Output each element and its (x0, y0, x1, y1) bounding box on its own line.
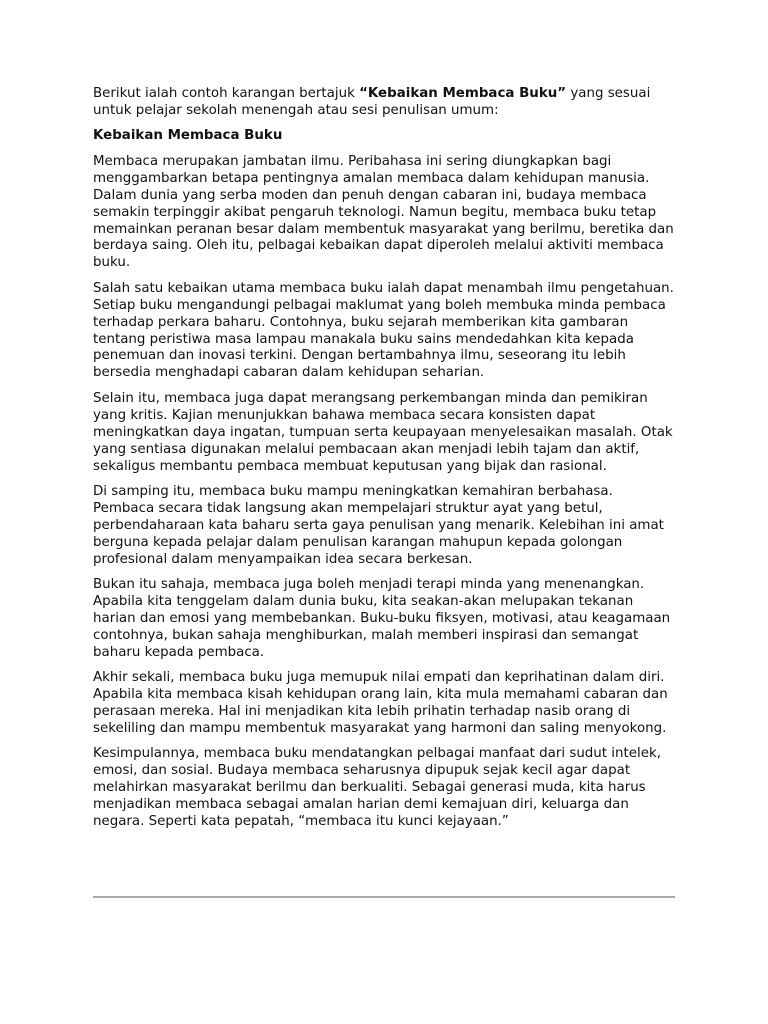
horizontal-divider (93, 896, 675, 898)
essay-paragraph-1: Membaca merupakan jambatan ilmu. Peribahasa ini sering diungkapkan bagi menggambarkan betapa pentingnya amalan membaca dalam kehidupan manusia. Dalam dunia yang serba moden dan penuh dengan cabaran ini, budaya membaca semakin terpinggir akibat pengaruh teknologi. Namun begitu, membaca buku tetap memainkan peranan besar dalam membentuk masyarakat yang berilmu, beretika dan berdaya saing. Oleh itu, pelbagai kebaikan dapat diperoleh melalui aktiviti membaca buku. (93, 153, 674, 271)
essay-paragraph-2: Salah satu kebaikan utama membaca buku ialah dapat menambah ilmu pengetahuan. Setiap buku mengandungi pelbagai maklumat yang boleh membuka minda pembaca terhadap perkara baharu. Contohnya, buku sejarah memberikan kita gambaran tentang peristiwa masa lampau manakala buku sains mendedahkan kita kepada penemuan dan inovasi terkini. Dengan bertambahnya ilmu, seseorang itu lebih bersedia menghadapi cabaran dalam kehidupan seharian. (93, 280, 674, 381)
essay-paragraph-6: Akhir sekali, membaca buku juga memupuk nilai empati dan keprihatinan dalam diri. Apabila kita membaca kisah kehidupan orang lain, kita mula memahami cabaran dan perasaan mereka. Hal ini menjadikan kita lebih prihatin terhadap nasib orang di sekeliling dan mampu membentuk masyarakat yang harmoni dan saling menyokong. (93, 670, 668, 736)
essay-title: Kebaikan Membaca Buku (93, 128, 283, 144)
document-page (93, 86, 677, 840)
essay-paragraph-5: Bukan itu sahaja, membaca juga boleh menjadi terapi minda yang menenangkan. Apabila kita tenggelam dalam dunia buku, kita seakan-akan melupakan tekanan harian dan emosi yang membebankan. Buku-buku fiksyen, motivasi, atau keagamaan contohnya, bukan sahaja menghiburkan, malah memberi inspirasi dan semangat baharu kepada pembaca. (93, 577, 671, 660)
essay-paragraph-4: Di samping itu, membaca buku mampu meningkatkan kemahiran berbahasa. Pembaca secara tidak langsung akan mempelajari struktur ayat yang betul, perbendaharaan kata baharu serta gaya penulisan yang menarik. Kelebihan ini amat berguna kepada pelajar dalam penulisan karangan mahupun kepada golongan profesional dalam menyampaikan idea secara berkesan. (93, 484, 664, 567)
essay-paragraph-7: Kesimpulannya, membaca buku mendatangkan pelbagai manfaat dari sudut intelek, emosi, dan sosial. Budaya membaca seharusnya dipupuk sejak kecil agar dapat melahirkan masyarakat berilmu dan berkualiti. Sebagai generasi muda, kita harus menjadikan membaca sebagai amalan harian demi kemajuan diri, keluarga dan negara. Seperti kata pepatah, “membaca itu kunci kejayaan.” (93, 746, 661, 830)
intro-essay-title: “Kebaikan Membaca Buku” (359, 86, 567, 101)
intro-text-before: Berikut ialah contoh karangan bertajuk (93, 86, 360, 101)
essay-paragraph-3: Selain itu, membaca juga dapat merangsang perkembangan minda dan pemikiran yang kritis. Kajian menunjukkan bahawa membaca secara konsisten dapat meningkatkan daya ingatan, tumpuan serta keupayaan menyelesaikan masalah. Otak yang sentiasa digunakan melalui pembacaan akan menjadi lebih tajam dan aktif, sekaligus membantu pembaca membuat keputusan yang bijak dan rasional. (93, 390, 673, 474)
intro-paragraph (93, 86, 677, 120)
intro-text-after: yang sesuai untuk pelajar sekolah menengah atau sesi penulisan umum: (93, 86, 651, 118)
